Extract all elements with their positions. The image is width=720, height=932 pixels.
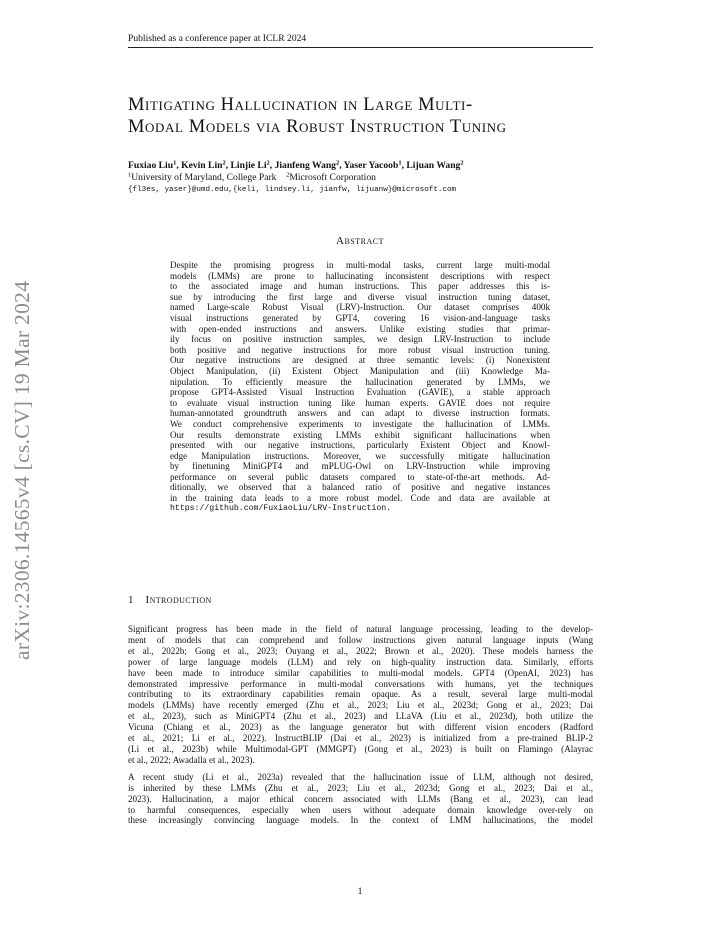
text-line: to evaluate visual instruction tuning like human experts. GAVIE does not require	[170, 397, 550, 408]
text-line: models (LMMs) are prone to hallucinating inconsistent descriptions with respect	[170, 270, 550, 281]
text-line: ment of models that can comprehend and follow instructions given natural language inputs (Wang	[128, 634, 593, 645]
author: Linjie Li$^2$,	[230, 159, 273, 171]
author: Lijuan Wang$^2$	[406, 159, 464, 171]
title-line-2: Modal Models via Robust Instruction Tuning	[128, 117, 507, 137]
text-line: visual instructions generated by GPT4, covering 16 vision-and-language tasks	[170, 312, 550, 323]
arxiv-stamp: arXiv:2306.14565v4 [cs.CV] 19 Mar 2024	[10, 280, 34, 660]
text-line: sue by introducing the first large and diverse visual instruction tuning dataset,	[170, 291, 550, 302]
code-url: https://github.com/FuxiaoLiu/LRV-Instruction.	[170, 503, 392, 513]
text-line: et al., 2022b; Gong et al., 2023; Ouyang et al., 2022; Brown et al., 2020). These models harness the	[128, 645, 593, 656]
text-line: (Li et al., 2023b) while Multimodal-GPT (MMGPT) (Gong et al., 2023) is built on Flamingo (Alayrac	[128, 743, 593, 754]
text-line: have been made to introduce similar capabilities to multi-modal models. GPT4 (OpenAI, 2023) has	[128, 667, 593, 678]
author-emails: {fl3es, yaser}@umd.edu,{keli, lindsey.li, jianfw, lijuanw}@microsoft.com	[128, 186, 457, 194]
text-line: et al., 2022; Awadalla et al., 2023).	[128, 754, 255, 765]
text-line: human-annotated groundtruth answers and can adapt to diverse instruction formats.	[170, 408, 550, 419]
author-list	[128, 160, 608, 171]
affiliation-1: University of Maryland, College Park	[131, 172, 277, 183]
text-line: Object Manipulation, (ii) Existent Object Manipulation and (iii) Knowledge Ma-	[170, 365, 550, 376]
text-line: to harmful consequences, especially when users without adequate domain knowledge over-rely on	[128, 804, 593, 815]
text-line: presented with our negative instructions, particularly Existent Object and Knowl-	[170, 440, 550, 451]
text-line: demonstrated impressive performance in multi-modal conversations with humans, yet the techniques	[128, 678, 593, 689]
text-line: power of large language models (LLM) and rely on high-quality instruction data. Similarly, efforts	[128, 656, 593, 667]
text-line: et al., 2021; Li et al., 2022). InstructBLIP (Dai et al., 2023) is initialized from a pre-trained BLIP-2	[128, 733, 593, 744]
abstract-body	[170, 260, 550, 514]
text-line: is inherited by these LMMs (Zhu et al., 2023; Liu et al., 2023d; Gong et al., 2023; Dai et al.,	[128, 782, 593, 793]
text-line: ditionally, we observed that a balanced ratio of positive and negative instances	[170, 482, 550, 493]
text-line: in the training data leads to a more robust model. Code and data are available at	[170, 493, 550, 504]
text-line: these increasingly convincing language models. In the context of LMM hallucinations, the model	[128, 815, 593, 826]
text-line: propose GPT4-Assisted Visual Instruction Evaluation (GAVIE), a stable approach	[170, 387, 550, 398]
author: Yaser Yacoob$^1$,	[343, 159, 404, 171]
section-heading	[128, 594, 212, 606]
author: Kevin Lin$^2$,	[181, 159, 229, 171]
text-line: models (LMMs) have recently emerged (Zhu et al., 2023; Liu et al., 2023d; Gong et al., 2023; Dai	[128, 700, 593, 711]
text-line: We conduct comprehensive experiments to investigate the hallucination of LMMs.	[170, 418, 550, 429]
text-line: edge Manipulation instructions. Moreover, we successfully mitigate hallucination	[170, 450, 550, 461]
paper-title	[128, 94, 608, 138]
text-line: Our negative instructions are designed at three semantic levels: (i) Nonexistent	[170, 355, 550, 366]
text-line: nipulation. To efficiently measure the hallucination generated by LMMs, we	[170, 376, 550, 387]
abstract-heading: Abstract	[336, 235, 384, 247]
text-line: Vicuna (Chiang et al., 2023) as the language generator but with different vision encoders (Radford	[128, 722, 593, 733]
text-line: 2023). Hallucination, a major ethical concern associated with LLMs (Bang et al., 2023), can lead	[128, 793, 593, 804]
text-line: named Large-scale Robust Visual (LRV)-Instruction. Our dataset comprises 400k	[170, 302, 550, 313]
title-line-1: Mitigating Hallucination in Large Multi-	[128, 95, 473, 115]
text-line: performance on several public datasets compared to state-of-the-art methods. Ad-	[170, 471, 550, 482]
page-number: 1	[357, 886, 363, 897]
affiliations: $^1$University of Maryland, College Park $^2$Microsoft Corporation	[128, 171, 376, 183]
text-line: Our results demonstrate existing LMMs exhibit significant hallucinations when	[170, 429, 550, 440]
section-number: 1	[128, 594, 134, 606]
text-line: both positive and negative instructions for more robust visual instruction tuning.	[170, 344, 550, 355]
intro-paragraph-1	[128, 624, 593, 766]
text-line: contributing to its extraordinary capabilities remain opaque. As a result, several large multi-modal	[128, 689, 593, 700]
text-line: Significant progress has been made in the field of natural language processing, leading to the develop-	[128, 624, 593, 634]
text-line: by finetuning MiniGPT4 and mPLUG-Owl on LRV-Instruction while improving	[170, 461, 550, 472]
text-line: A recent study (Li et al., 2023a) revealed that the hallucination issue of LLM, although not desired,	[128, 771, 593, 782]
author: Jianfeng Wang$^2$,	[274, 159, 342, 171]
introduction-body	[128, 624, 593, 826]
header-rule	[128, 47, 593, 48]
text-line: et al., 2023), such as MiniGPT4 (Zhu et al., 2023) and LLaVA (Liu et al., 2023d), both utilize the	[128, 711, 593, 722]
text-line: to the associated image and human instructions. This paper addresses this is-	[170, 281, 550, 292]
section-title: Introduction	[145, 594, 212, 606]
running-header: Published as a conference paper at ICLR 2024	[128, 33, 307, 44]
text-line: Despite the promising progress in multi-modal tasks, current large multi-modal	[170, 260, 550, 270]
affiliation-2: Microsoft Corporation	[289, 172, 376, 183]
text-line: with open-ended instructions and answers. Unlike existing studies that primar-	[170, 323, 550, 334]
text-line: ily focus on positive instruction samples, we design LRV-Instruction to include	[170, 334, 550, 345]
intro-paragraph-2	[128, 772, 593, 827]
author: Fuxiao Liu$^1$,	[128, 159, 179, 171]
